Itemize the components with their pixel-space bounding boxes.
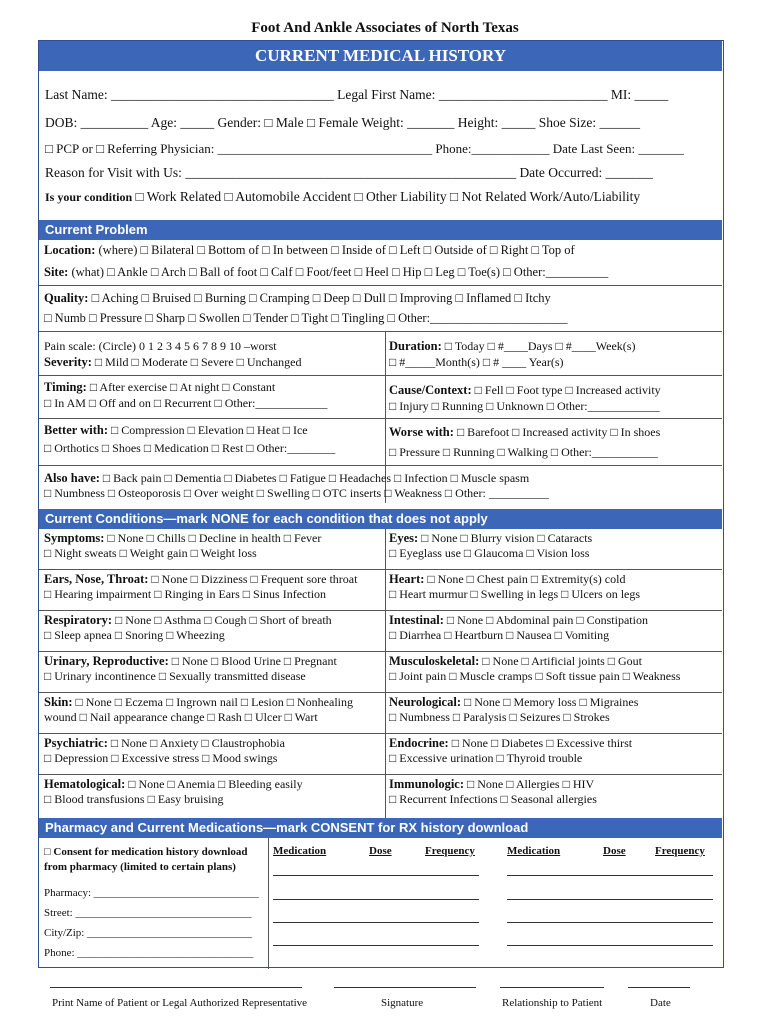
- divider: [385, 651, 722, 652]
- divider: [39, 285, 722, 286]
- duration-options-2[interactable]: □ #_____Month(s) □ # ____ Year(s): [389, 355, 564, 369]
- condition-options[interactable]: □ None □ Blood Urine □ Pregnant: [171, 654, 337, 668]
- form-title: CURRENT MEDICAL HISTORY: [39, 41, 722, 71]
- quality-options[interactable]: □ Aching □ Bruised □ Burning □ Cramping □ Deep □ Dull □ Improving □ Inflamed □ Itchy: [91, 291, 551, 305]
- also-have-label: Also have:: [44, 471, 100, 485]
- frequency-column-header: Frequency: [655, 845, 705, 857]
- condition-block-left: [44, 531, 321, 561]
- medication-entry-line[interactable]: [507, 899, 713, 900]
- quality-options-2[interactable]: □ Numb □ Pressure □ Sharp □ Swollen □ Tender □ Tight □ Tingling □ Other:______________________: [44, 311, 568, 325]
- medication-entry-line[interactable]: [507, 875, 713, 876]
- condition-options[interactable]: □ None □ Chills □ Decline in health □ Fever: [107, 531, 322, 545]
- physician-row[interactable]: □ PCP or □ Referring Physician: _________________________________ Phone:____________ Date Last Seen: _______: [45, 141, 684, 156]
- condition-options[interactable]: □ Blood transfusions □ Easy bruising: [44, 792, 224, 806]
- condition-block-right: [389, 695, 638, 725]
- condition-label: Immunologic:: [389, 777, 464, 791]
- condition-options[interactable]: □ Diarrhea □ Heartburn □ Nausea □ Vomiting: [389, 628, 610, 642]
- condition-label: Psychiatric:: [44, 736, 108, 750]
- name-row[interactable]: Last Name: _________________________________ Legal First Name: _________________________ MI: _____: [45, 87, 669, 102]
- condition-options[interactable]: □ Night sweats □ Weight gain □ Weight loss: [44, 546, 257, 560]
- org-name: Foot And Ankle Associates of North Texas: [251, 20, 519, 36]
- divider: [39, 569, 385, 570]
- divider: [39, 375, 722, 376]
- relationship-line[interactable]: [500, 987, 604, 988]
- condition-label: Respiratory:: [44, 613, 113, 627]
- also-have-options[interactable]: □ Back pain □ Dementia □ Diabetes □ Fatigue □ Headaches □ Infection □ Muscle spasm: [102, 471, 530, 485]
- severity-options[interactable]: □ Mild □ Moderate □ Severe □ Unchanged: [94, 355, 302, 369]
- consent-note: from pharmacy (limited to certain plans): [44, 861, 236, 873]
- condition-options[interactable]: □ None □ Abdominal pain □ Constipation: [446, 613, 648, 627]
- condition-label: Musculoskeletal:: [389, 654, 480, 668]
- condition-options[interactable]: □ None □ Artificial joints □ Gout: [482, 654, 643, 668]
- condition-options[interactable]: □ Joint pain □ Muscle cramps □ Soft tissue pain □ Weakness: [389, 669, 681, 683]
- medication-entry-line[interactable]: [273, 945, 479, 946]
- medication-entry-line[interactable]: [273, 899, 479, 900]
- divider: [385, 692, 722, 693]
- medication-entry-line[interactable]: [507, 922, 713, 923]
- also-have-options-2[interactable]: □ Numbness □ Osteoporosis □ Over weight □ Swelling □ OTC inserts □ Weakness □ Other: __________: [44, 486, 549, 500]
- condition-block-left: [44, 777, 303, 807]
- condition-options[interactable]: □ None □ Allergies □ HIV: [467, 777, 595, 791]
- condition-options[interactable]: □ Recurrent Infections □ Seasonal allergies: [389, 792, 597, 806]
- relationship-caption: Relationship to Patient: [502, 997, 603, 1009]
- cause-options-2[interactable]: □ Injury □ Running □ Unknown □ Other:____________: [389, 399, 660, 413]
- condition-label: Is your condition: [45, 190, 133, 204]
- column-divider: [268, 838, 269, 969]
- condition-label: Skin:: [44, 695, 73, 709]
- condition-label: Heart:: [389, 572, 425, 586]
- condition-options[interactable]: □ Work Related □ Automobile Accident □ Other Liability □ Not Related Work/Auto/Liability: [135, 189, 641, 204]
- condition-block-right: [389, 654, 680, 684]
- worse-options[interactable]: □ Barefoot □ Increased activity □ In shoes: [456, 425, 661, 439]
- location-options[interactable]: (where) □ Bilateral □ Bottom of □ In between □ Inside of □ Left □ Outside of □ Right □ Top of: [98, 243, 575, 257]
- condition-options[interactable]: □ Excessive urination □ Thyroid trouble: [389, 751, 583, 765]
- condition-label: Symptoms:: [44, 531, 105, 545]
- medication-entry-line[interactable]: [273, 875, 479, 876]
- phone-field[interactable]: Phone: ________________________________: [44, 947, 254, 959]
- condition-block-right: [389, 531, 592, 561]
- condition-block-left: [44, 572, 357, 602]
- timing-options-2[interactable]: □ In AM □ Off and on □ Recurrent □ Other:____________: [44, 396, 328, 410]
- condition-block-left: [44, 654, 337, 684]
- divider: [39, 331, 722, 332]
- condition-options[interactable]: □ Numbness □ Paralysis □ Seizures □ Strokes: [389, 710, 610, 724]
- cause-label: Cause/Context:: [389, 383, 472, 397]
- street-field[interactable]: Street: ________________________________: [44, 907, 252, 919]
- condition-block-right: [389, 736, 632, 766]
- condition-options[interactable]: □ None □ Asthma □ Cough □ Short of breath: [115, 613, 332, 627]
- date-line[interactable]: [628, 987, 690, 988]
- current-problem-header: Current Problem: [39, 220, 722, 240]
- condition-options[interactable]: □ Urinary incontinence □ Sexually transmitted disease: [44, 669, 306, 683]
- condition-label: Hematological:: [44, 777, 126, 791]
- condition-options[interactable]: □ None □ Anxiety □ Claustrophobia: [110, 736, 285, 750]
- frequency-column-header: Frequency: [425, 845, 475, 857]
- condition-options[interactable]: □ None □ Eczema □ Ingrown nail □ Lesion □ Nonhealing: [75, 695, 353, 709]
- condition-options[interactable]: □ Sleep apnea □ Snoring □ Wheezing: [44, 628, 225, 642]
- dose-column-header: Dose: [369, 845, 392, 857]
- pharmacy-header: Pharmacy and Current Medications—mark CONSENT for RX history download: [39, 818, 722, 838]
- condition-block-left: [44, 695, 353, 725]
- condition-options[interactable]: □ Heart murmur □ Swelling in legs □ Ulcers on legs: [389, 587, 641, 601]
- divider: [39, 465, 722, 466]
- signature-caption: Signature: [381, 997, 424, 1009]
- condition-label: Intestinal:: [389, 613, 444, 627]
- print-name-caption: Print Name of Patient or Legal Authorized Representative: [52, 997, 308, 1009]
- city-zip-field[interactable]: City/Zip: ______________________________: [44, 927, 253, 939]
- location-label: Location:: [44, 243, 96, 257]
- medication-column-header: Medication: [507, 845, 561, 857]
- duration-label: Duration:: [389, 339, 442, 353]
- worse-label: Worse with:: [389, 425, 454, 439]
- condition-options[interactable]: wound □ Nail appearance change □ Rash □ Ulcer □ Wart: [44, 710, 318, 724]
- condition-options[interactable]: □ Hearing impairment □ Ringing in Ears □ Sinus Infection: [44, 587, 327, 601]
- medical-history-form: [38, 40, 724, 968]
- condition-label: Ears, Nose, Throat:: [44, 572, 149, 586]
- severity-label: Severity:: [44, 355, 92, 369]
- condition-label: Endocrine:: [389, 736, 449, 750]
- print-name-line[interactable]: [50, 987, 302, 988]
- date-caption: Date: [650, 997, 671, 1009]
- current-conditions-header: Current Conditions—mark NONE for each condition that does not apply: [39, 509, 722, 529]
- condition-options[interactable]: □ None □ Memory loss □ Migraines: [463, 695, 639, 709]
- condition-options[interactable]: □ None □ Blurry vision □ Cataracts: [421, 531, 593, 545]
- condition-block-left: [44, 736, 285, 766]
- divider: [39, 733, 385, 734]
- condition-block-right: [389, 777, 597, 807]
- divider: [39, 610, 385, 611]
- better-options[interactable]: □ Compression □ Elevation □ Heat □ Ice: [110, 423, 308, 437]
- condition-block-left: [44, 613, 332, 643]
- cause-options[interactable]: □ Fell □ Foot type □ Increased activity: [474, 383, 661, 397]
- divider: [385, 733, 722, 734]
- divider: [39, 651, 385, 652]
- divider: [39, 774, 385, 775]
- consent-checkbox[interactable]: □ Consent for medication history download: [44, 846, 248, 858]
- condition-options[interactable]: □ Depression □ Excessive stress □ Mood swings: [44, 751, 278, 765]
- better-label: Better with:: [44, 423, 108, 437]
- divider: [39, 418, 722, 419]
- quality-label: Quality:: [44, 291, 89, 305]
- site-label: Site:: [44, 265, 69, 279]
- divider: [385, 774, 722, 775]
- timing-options[interactable]: □ After exercise □ At night □ Constant: [89, 380, 276, 394]
- medication-entry-line[interactable]: [507, 945, 713, 946]
- condition-options[interactable]: □ None □ Anemia □ Bleeding easily: [128, 777, 303, 791]
- divider: [385, 569, 722, 570]
- condition-options[interactable]: □ None □ Chest pain □ Extremity(s) cold: [427, 572, 626, 586]
- condition-options[interactable]: □ Eyeglass use □ Glaucoma □ Vision loss: [389, 546, 590, 560]
- divider: [39, 692, 385, 693]
- condition-label: Urinary, Reproductive:: [44, 654, 169, 668]
- pain-scale[interactable]: Pain scale: (Circle) 0 1 2 3 4 5 6 7 8 9 10 –worst: [44, 339, 277, 353]
- reason-row[interactable]: Reason for Visit with Us: _________________________________________________ Date Occurred: _______: [45, 165, 653, 180]
- dose-column-header: Dose: [603, 845, 626, 857]
- better-options-2[interactable]: □ Orthotics □ Shoes □ Medication □ Rest □ Other:________: [44, 441, 336, 455]
- pharmacy-field[interactable]: Pharmacy: ______________________________: [44, 887, 259, 899]
- dob-row[interactable]: DOB: __________ Age: _____ Gender: □ Male □ Female Weight: _______ Height: _____ Shoe Size: ______: [45, 115, 641, 130]
- duration-options[interactable]: □ Today □ #____Days □ #____Week(s): [444, 339, 636, 353]
- worse-options-2[interactable]: □ Pressure □ Running □ Walking □ Other:___________: [389, 445, 658, 459]
- divider: [385, 610, 722, 611]
- condition-block-right: [389, 572, 640, 602]
- condition-options[interactable]: □ None □ Diabetes □ Excessive thirst: [451, 736, 633, 750]
- condition-label: Neurological:: [389, 695, 461, 709]
- timing-label: Timing:: [44, 380, 87, 394]
- condition-options[interactable]: □ None □ Dizziness □ Frequent sore throat: [151, 572, 358, 586]
- signature-line[interactable]: [334, 987, 476, 988]
- condition-block-right: [389, 613, 648, 643]
- condition-label: Eyes:: [389, 531, 419, 545]
- medication-entry-line[interactable]: [273, 922, 479, 923]
- medication-column-header: Medication: [273, 845, 327, 857]
- site-options[interactable]: (what) □ Ankle □ Arch □ Ball of foot □ Calf □ Foot/feet □ Heel □ Hip □ Leg □ Toe(s) □ Other:__________: [71, 265, 609, 279]
